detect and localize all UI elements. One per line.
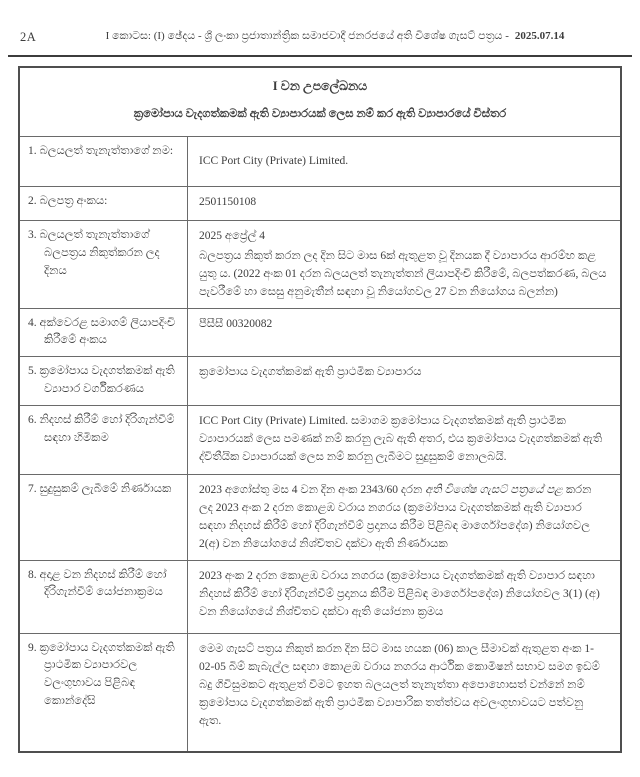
row-label: 2. බලපත්‍ර අංකය: bbox=[20, 187, 188, 220]
schedule-subtitle: ක්‍රමෝපාය වැදගත්කමක් ඇති ව්‍යාපාරයක් ලෙස නම් කර ඇති ව්‍යාපාරයේ විස්තර bbox=[133, 108, 507, 120]
page-number: 2A bbox=[20, 30, 37, 44]
table-row-8 bbox=[20, 560, 620, 633]
schedule-table bbox=[18, 66, 622, 753]
masthead-text: I කොටස: (I) ඡේදය - ශ්‍රී ලංකා ප්‍රජාතාන්ත්‍රික සමාජවාදී ජනරජයේ අති විශේෂ ගැසට් පත්‍රය - bbox=[105, 30, 509, 42]
business-classification: ක්‍රමෝපාය වැදගත්කමක් ඇති ප්‍රාථමික ව්‍යාපාරය bbox=[199, 366, 422, 379]
table-row-6 bbox=[20, 405, 620, 474]
row-value bbox=[188, 221, 620, 308]
header-rule bbox=[8, 55, 632, 57]
table-row-9 bbox=[20, 633, 620, 751]
row-value bbox=[188, 475, 620, 560]
row-value bbox=[188, 309, 620, 357]
row-label: 4. අක්වෙරළ සමාගම් ලියාපදිංචි කිරීමේ අංකය bbox=[20, 309, 188, 357]
incentive-scheme-text: 2023 අංක 2 දරන කොළඹ වරාය නගරය (ක්‍රමෝපාය වැදගත්කමක් ඇති ව්‍යාපාර සඳහා නිදහස් කිරීම් හෝ දිරිගැන්වීම් ප්‍රදානය කිරීම පිළිබඳ මාර්ගෝපදේශ) නියෝගවල 3(1) (අ) වන නියෝගයේ නිශ්චිතව දක්වා ඇති යෝජනා ක්‍රමය bbox=[199, 569, 600, 618]
row-label: 5. ක්‍රමෝපාය වැදගත්කමක් ඇති ව්‍යාපාර වර්ගීකරණය bbox=[20, 357, 188, 405]
row-label: 9. ක්‍රමෝපාය වැදගත්කමක් ඇති ප්‍රාථමික ව්‍යාපාරවල වලංගුභාවය පිළිබඳ කොන්දේසි bbox=[20, 634, 188, 751]
offshore-registration-number: පීසීසී 00320082 bbox=[199, 317, 273, 330]
masthead bbox=[0, 30, 640, 43]
table-row-3 bbox=[20, 220, 620, 308]
licence-issue-note: බලපත්‍රය නිකුත් කරන ලද දින සිට මාස 6ක් ඇතුළත වූ දිනයක දී ව්‍යාපාරය ආරම්භ කළ යුතු ය. (2022 අංක 01 දරන බලයලත් තැනැත්තන් ලියාපදිංචි කිරීමේ, බලපත්කරණ, බලය පැවරීමේ හා සෙසු අනුමැතීන් සඳහා වූ නියෝගවල 27 වන නියෝගය බලන්න) bbox=[199, 250, 607, 299]
row-label: 7. සුදුසුකම් ලැබීමේ නිර්ණායක bbox=[20, 475, 188, 560]
schedule-title: I වන උපලේඛනය bbox=[272, 79, 368, 93]
licence-issue-date: 2025 අප්‍රේල් 4 bbox=[199, 230, 265, 242]
criteria-text-gazette-ref: අති විශේෂ ගැසට් පත්‍රයේ පළ bbox=[425, 483, 563, 496]
validity-conditions-text: මෙම ගැසට් පත්‍රය නිකුත් කරන දින සිට මාස හයක (06) කාල සීමාවක් ඇතුළත අංක 1-02-05 බිම් කැබැල්ල සඳහා කොළඹ වරාය නගරය ආර්ථික කොමිෂන් සභාව සමග ඉඩම් බදු ගිවිසුමකට ඇතුළත් වීමට ඉහත බලයලත් තැනැත්තා අපොහොසත් වන්නේ නම් ක්‍රමෝපාය වැදගත්කමක් ඇති ප්‍රාථමික ව්‍යාපාරික තත්ත්වය අවලංගුභාවයට පත්වනු ඇත. bbox=[199, 642, 600, 728]
table-row-4 bbox=[20, 308, 620, 357]
table-row-7 bbox=[20, 474, 620, 560]
table-row-1 bbox=[20, 136, 620, 186]
row-label: 8. අදාළ වන නිදහස් කිරීම් හෝ දිරිගැන්වීම් යෝජනාක්‍රමය bbox=[20, 561, 188, 633]
row-value bbox=[188, 406, 620, 474]
row-value bbox=[188, 561, 620, 633]
licensee-name: ICC Port City (Private) Limited. bbox=[199, 155, 349, 168]
row-value bbox=[188, 634, 620, 751]
licence-number: 2501150108 bbox=[199, 196, 257, 208]
table-row-5 bbox=[20, 356, 620, 405]
row-label: 6. නිදහස් කිරීම් හෝ දිරිගැන්වීම් සඳහා හිමිකම bbox=[20, 406, 188, 474]
schedule-head bbox=[20, 68, 620, 136]
gazette-page-header bbox=[0, 0, 640, 48]
row-value bbox=[188, 187, 620, 220]
criteria-text-pre: 2023 අගෝස්තු මස 4 වන දින අංක 2343/60 දරන bbox=[199, 483, 426, 496]
row-label: 1. බලයලත් තැනැත්තාගේ නම: bbox=[20, 137, 188, 186]
row-value bbox=[188, 357, 620, 405]
gazette-date: 2025.07.14 bbox=[514, 30, 565, 42]
criteria-text-post: කරන ලද 2023 අංක 2 දරන කොළඹ වරාය නගරය (ක්‍රමෝපාය වැදගත්කමක් ඇති ව්‍යාපාර සඳහා නිදහස් කිරීම් හෝ දිරිගැන්වීම් ප්‍රදානය කිරීම පිළිබඳ මාර්ගෝපදේශ) නියෝගවල 2(අ) වන නියෝගයේ නිශ්චිතව දක්වා ඇති නිර්ණායක bbox=[199, 483, 592, 551]
table-row-2 bbox=[20, 186, 620, 220]
row-value bbox=[188, 137, 620, 186]
row-label: 3. බලයලත් තැනැත්තාගේ බලපත්‍රය නිකුත්කරන ලද දිනය bbox=[20, 221, 188, 308]
entitlement-text: ICC Port City (Private) Limited. සමාගම ක්‍රමෝපාය වැදගත්කමක් ඇති ප්‍රාථමික ව්‍යාපාරයක් ලෙස පමණක් නම් කරනු ලැබ ඇති අතර, එය ක්‍රමෝපාය වැදගත්කමක් ඇති ද්විතීයික ව්‍යාපාරයක් ලෙස නම් කරනු ලැබීමට සුදුසුකම් නොලබයි. bbox=[199, 414, 603, 464]
